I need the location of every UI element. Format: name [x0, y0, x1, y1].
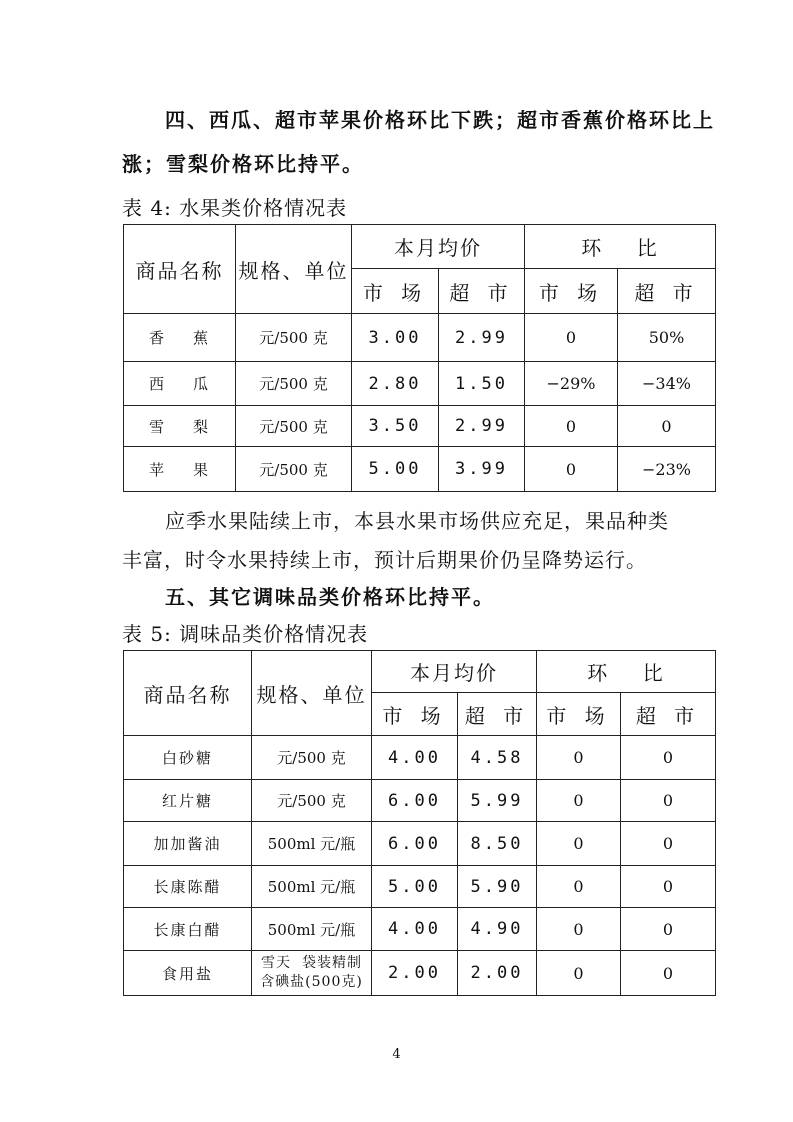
supermarket-price: 3.99 — [439, 447, 525, 492]
market-mom: 0 — [525, 314, 618, 362]
paragraph-line1: 应季水果陆续上市，本县水果市场供应充足，果品种类 — [165, 509, 669, 533]
supermarket-mom: −23% — [618, 447, 716, 492]
section4-heading-line1: 四、西瓜、超市苹果价格环比下跌；超市香蕉价格环比上 — [165, 108, 715, 132]
table-row — [124, 908, 716, 951]
market-mom: −29% — [525, 362, 618, 406]
market-price: 2.00 — [372, 951, 458, 996]
product-unit-line1: 雪天 袋装精制 — [261, 955, 362, 971]
product-name: 白砂糖 — [124, 736, 252, 780]
table4-caption: 表 4: 水果类价格情况表 — [122, 196, 348, 220]
market-mom: 0 — [525, 406, 618, 447]
supermarket-mom: −34% — [618, 362, 716, 406]
supermarket-price: 2.00 — [458, 951, 537, 996]
market-mom: 0 — [537, 866, 621, 908]
supermarket-mom: 0 — [621, 866, 716, 908]
product-unit-line2: 含碘盐(500克) — [260, 974, 363, 990]
header-product-name: 商品名称 — [124, 651, 252, 736]
market-price: 3.50 — [352, 406, 439, 447]
supermarket-mom: 0 — [621, 908, 716, 951]
table-row — [124, 866, 716, 908]
supermarket-price: 4.90 — [458, 908, 537, 951]
header-mom-market: 市 场 — [525, 269, 618, 314]
product-unit: 元/500 克 — [236, 447, 352, 492]
header-unit: 规格、单位 — [236, 225, 352, 314]
header-mom: 环 比 — [525, 225, 716, 269]
market-price: 5.00 — [372, 866, 458, 908]
section5-heading: 五、其它调味品类价格环比持平。 — [165, 585, 495, 609]
header-mom-market: 市 场 — [537, 693, 621, 736]
supermarket-mom: 0 — [621, 736, 716, 780]
header-avg-supermarket: 超 市 — [458, 693, 537, 736]
table-row — [124, 822, 716, 866]
market-mom: 0 — [525, 447, 618, 492]
product-name: 食用盐 — [124, 951, 252, 996]
product-unit: 元/500 克 — [252, 780, 372, 822]
product-unit: 元/500 克 — [236, 362, 352, 406]
market-price: 4.00 — [372, 908, 458, 951]
header-avg-market: 市 场 — [372, 693, 458, 736]
table-row — [124, 447, 716, 492]
table-row — [124, 780, 716, 822]
product-unit: 元/500 克 — [236, 406, 352, 447]
product-unit: 500ml 元/瓶 — [252, 908, 372, 951]
supermarket-mom: 0 — [621, 822, 716, 866]
table5-caption: 表 5: 调味品类价格情况表 — [122, 622, 369, 646]
market-price: 6.00 — [372, 822, 458, 866]
product-name: 西 瓜 — [124, 362, 236, 406]
market-mom: 0 — [537, 736, 621, 780]
supermarket-mom: 0 — [618, 406, 716, 447]
product-name: 长康白醋 — [124, 908, 252, 951]
table-row — [124, 406, 716, 447]
supermarket-price: 4.58 — [458, 736, 537, 780]
product-unit — [252, 951, 372, 996]
supermarket-price: 2.99 — [439, 406, 525, 447]
header-avg-supermarket: 超 市 — [439, 269, 525, 314]
market-price: 4.00 — [372, 736, 458, 780]
product-unit: 元/500 克 — [236, 314, 352, 362]
market-mom: 0 — [537, 822, 621, 866]
supermarket-price: 8.50 — [458, 822, 537, 866]
section4-heading-line2: 涨；雪梨价格环比持平。 — [122, 152, 364, 176]
condiment-price-table — [123, 650, 716, 996]
product-name: 香 蕉 — [124, 314, 236, 362]
fruit-price-table — [123, 224, 716, 492]
market-mom: 0 — [537, 951, 621, 996]
product-name: 苹 果 — [124, 447, 236, 492]
table-row — [124, 951, 716, 996]
supermarket-price: 1.50 — [439, 362, 525, 406]
market-price: 2.80 — [352, 362, 439, 406]
supermarket-price: 2.99 — [439, 314, 525, 362]
supermarket-mom: 50% — [618, 314, 716, 362]
supermarket-mom: 0 — [621, 780, 716, 822]
market-mom: 0 — [537, 780, 621, 822]
table-row — [124, 736, 716, 780]
paragraph-line2: 丰富，时令水果持续上市，预计后期果价仍呈降势运行。 — [122, 548, 647, 572]
product-name: 长康陈醋 — [124, 866, 252, 908]
header-product-name: 商品名称 — [124, 225, 236, 314]
market-price: 6.00 — [372, 780, 458, 822]
header-unit: 规格、单位 — [252, 651, 372, 736]
header-mom-supermarket: 超 市 — [618, 269, 716, 314]
product-unit: 500ml 元/瓶 — [252, 866, 372, 908]
supermarket-mom: 0 — [621, 951, 716, 996]
header-mom: 环 比 — [537, 651, 716, 693]
market-price: 3.00 — [352, 314, 439, 362]
header-avg-market: 市 场 — [352, 269, 439, 314]
market-price: 5.00 — [352, 447, 439, 492]
header-avg-price: 本月均价 — [372, 651, 537, 693]
product-name: 雪 梨 — [124, 406, 236, 447]
page-number: 4 — [392, 1047, 401, 1062]
product-name: 加加酱油 — [124, 822, 252, 866]
supermarket-price: 5.99 — [458, 780, 537, 822]
market-mom: 0 — [537, 908, 621, 951]
product-unit: 元/500 克 — [252, 736, 372, 780]
supermarket-price: 5.90 — [458, 866, 537, 908]
table-row — [124, 362, 716, 406]
table-row — [124, 314, 716, 362]
header-mom-supermarket: 超 市 — [621, 693, 716, 736]
header-avg-price: 本月均价 — [352, 225, 525, 269]
product-unit: 500ml 元/瓶 — [252, 822, 372, 866]
product-name: 红片糖 — [124, 780, 252, 822]
